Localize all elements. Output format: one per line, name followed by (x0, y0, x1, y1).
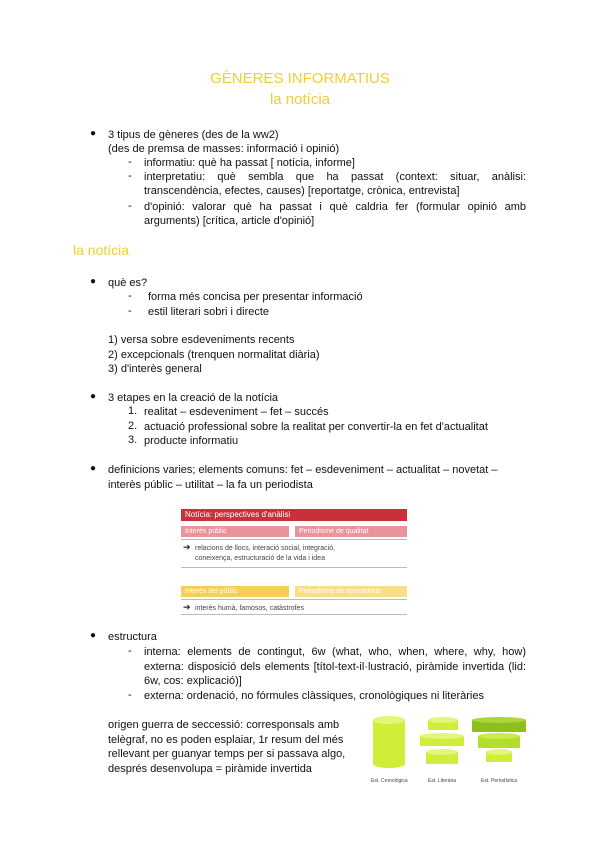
cylinder-chronological (373, 716, 405, 768)
intro-item: interpretatiu: què sembla que ha passat (context: situar, anàlisi: (144, 171, 526, 183)
etapa-item: realitat – esdeveniment – fet – succés (144, 406, 329, 418)
bullet-dot: ● (90, 630, 97, 641)
table-row2-text: interès humà, famosos, catàstrofes (195, 605, 304, 612)
perspectives-table (181, 509, 407, 615)
section-heading: la notícia (73, 242, 130, 258)
dash: - (128, 645, 132, 657)
figure-label: Est. Cronològica (371, 778, 408, 784)
table-title: Notícia: perspectives d'anàlisi (181, 509, 407, 521)
structure-figure (360, 712, 532, 780)
dash: - (128, 290, 132, 302)
origen-line: origen guerra de seccessió: corresponsals amb (108, 719, 340, 731)
intro-item: arguments) [crítica, article d'opinió] (144, 215, 315, 227)
etapa-item: actuació professional sobre la realitat per convertir-la en fet d'actualitat (144, 421, 488, 433)
table-row1-text: relacions de llocs, interació social, integració, (195, 545, 336, 552)
que-es-item: forma més concisa per presentar informació (148, 291, 363, 303)
origen-line: telègraf, no es poden esplaiar, 1r resum del més (108, 734, 344, 746)
bullet-dot: ● (90, 276, 97, 287)
bullet-dot: ● (90, 128, 97, 139)
que-es-bullet: què es? (108, 277, 148, 289)
dash: - (128, 689, 132, 701)
dash: - (128, 156, 132, 168)
dash: - (128, 170, 132, 182)
intro-sub: (des de premsa de masses: informació i opinió) (108, 143, 340, 155)
definicions-line: definicions varies; elements comuns: fet – esdeveniment – actualitat – novetat – (108, 464, 498, 476)
page-subtitle: la notícia (269, 91, 331, 108)
numbered-item: 1) versa sobre esdeveniments recents (108, 334, 295, 346)
estructura-item: externa: ordenació, no fórmules clàssiques, cronològiques ni literàries (144, 690, 484, 702)
etapa-number: 1. (128, 405, 138, 417)
page-title: GÈNERES INFORMATIUS (210, 70, 390, 87)
definicions-line: interès públic – utilitat – la fa un periodista (108, 479, 313, 491)
cylinder-literary (420, 717, 464, 764)
table-col4-head: Periodisme de sensacions (295, 586, 407, 597)
etapa-number: 3. (128, 434, 138, 446)
table-row1-text: coneixença, estructuració de la vida i idea (195, 555, 325, 562)
arrow-icon: ➔ (183, 602, 191, 612)
intro-item: informatiu: què ha passat [ notícia, informe] (144, 157, 355, 169)
bullet-dot: ● (90, 391, 97, 402)
table-col2-head: Periodisme de qualitat (295, 526, 407, 537)
dash: - (128, 200, 132, 212)
origen-line: després desenvolupa = piràmide invertida (108, 763, 312, 775)
table-col1-head: Interès públic (181, 526, 289, 537)
table-divider (181, 539, 407, 540)
estructura-item: interna: elements de contingut, 6w (what, who, when, where, why, how) (144, 646, 526, 658)
table-divider (181, 599, 407, 600)
etapa-number: 2. (128, 420, 138, 432)
figure-label: Est. Literària (428, 778, 457, 784)
figure-label: Est. Periodística (481, 778, 518, 784)
dash: - (128, 305, 132, 317)
numbered-item: 2) excepcionals (trenquen normalitat diària) (108, 349, 320, 361)
cylinder-journalistic (472, 717, 526, 762)
numbered-item: 3) d'interès general (108, 363, 202, 375)
etapa-item: producte informatiu (144, 435, 239, 447)
que-es-item: estil literari sobri i directe (148, 306, 270, 318)
intro-item: transcendència, efectes, causes) [reportatge, crònica, entrevista] (144, 185, 460, 197)
table-divider (181, 614, 407, 615)
origen-line: rellevant per guanyar temps per si passava algo, (108, 748, 346, 760)
estructura-bullet: estructura (108, 631, 157, 643)
estructura-item: externa: disposició dels elements [títol-text-il·lustració, piràmide invertida (lid: (144, 661, 526, 673)
arrow-icon: ➔ (183, 542, 191, 552)
estructura-item: 6w, cos: explicació)] (144, 675, 242, 687)
bullet-dot: ● (90, 463, 97, 474)
intro-bullet: 3 tipus de gèneres (des de la ww2) (108, 129, 279, 141)
intro-item: d'opinió: valorar què ha passat i què caldria fer (formular opinió amb (144, 201, 526, 213)
etapes-bullet: 3 etapes en la creació de la notícia (108, 392, 279, 404)
table-col3-head: Interès del públic (181, 586, 289, 597)
table-divider (181, 567, 407, 568)
